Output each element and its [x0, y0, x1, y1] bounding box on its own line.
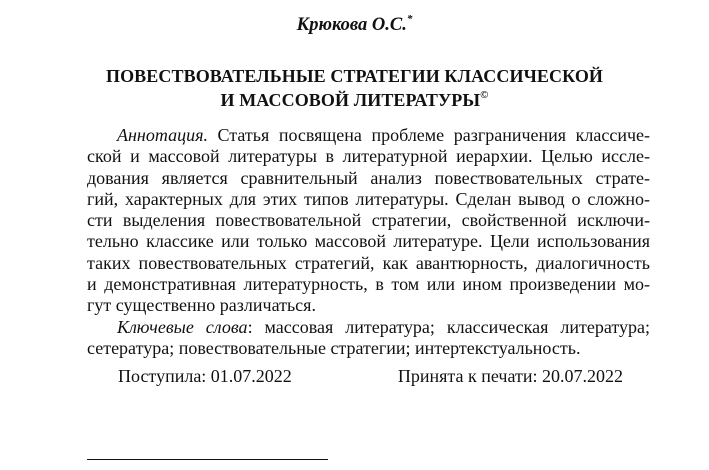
- keywords-label: Ключевые слова: [117, 316, 248, 337]
- abstract-line-3: дования является сравнительный анализ повествовательных страте-: [87, 167, 650, 188]
- keywords-text-1: : массовая литература; классическая литература;: [247, 316, 651, 337]
- abstract-line-7: таких повествовательных стратегий, как авантюрность, диалогичность: [87, 252, 650, 273]
- article-title: [0, 64, 709, 112]
- keywords-line-2: сетература; повествовательные стратегии; интертекстуальность.: [87, 337, 581, 358]
- abstract-line-4: гий, характерных для этих типов литературы. Сделан вывод о сложно-: [87, 188, 650, 209]
- author-line: [0, 14, 709, 36]
- copyright-mark: ©: [480, 89, 489, 101]
- author-name: Крюкова О.С.: [296, 15, 407, 35]
- abstract-label: Аннотация.: [117, 125, 208, 145]
- footnote-separator: [87, 459, 328, 460]
- title-line-2-wrap: [0, 88, 709, 112]
- keywords-line-1: [87, 317, 650, 338]
- author-footnote-mark: *: [406, 13, 413, 25]
- abstract-line-9: гут существенно различаться.: [87, 295, 316, 316]
- accepted-date: Принята к печати: 20.07.2022: [397, 366, 623, 386]
- abstract-line-5: сти выделения повествовательной стратегии, свойственной исключи-: [87, 210, 650, 231]
- received-date: Поступила: 01.07.2022: [118, 366, 292, 386]
- title-line-1: ПОВЕСТВОВАТЕЛЬНЫЕ СТРАТЕГИИ КЛАССИЧЕСКОЙ: [105, 66, 604, 86]
- abstract-text-1: Статья посвящена проблеме разграничения классиче-: [207, 125, 650, 145]
- abstract-block: [87, 125, 650, 359]
- abstract-line-8: и демонстративная литературность, в том или ином произведении мо-: [87, 274, 650, 295]
- title-line-2: И МАССОВОЙ ЛИТЕРАТУРЫ: [220, 90, 481, 110]
- abstract-line-6: тельно классике или только массовой литературе. Цели использования: [87, 231, 650, 252]
- publication-dates: [118, 365, 623, 387]
- abstract-line-2: ской и массовой литературы в литературной иерархии. Целью иссле-: [87, 146, 650, 167]
- abstract-line-1: [87, 125, 650, 146]
